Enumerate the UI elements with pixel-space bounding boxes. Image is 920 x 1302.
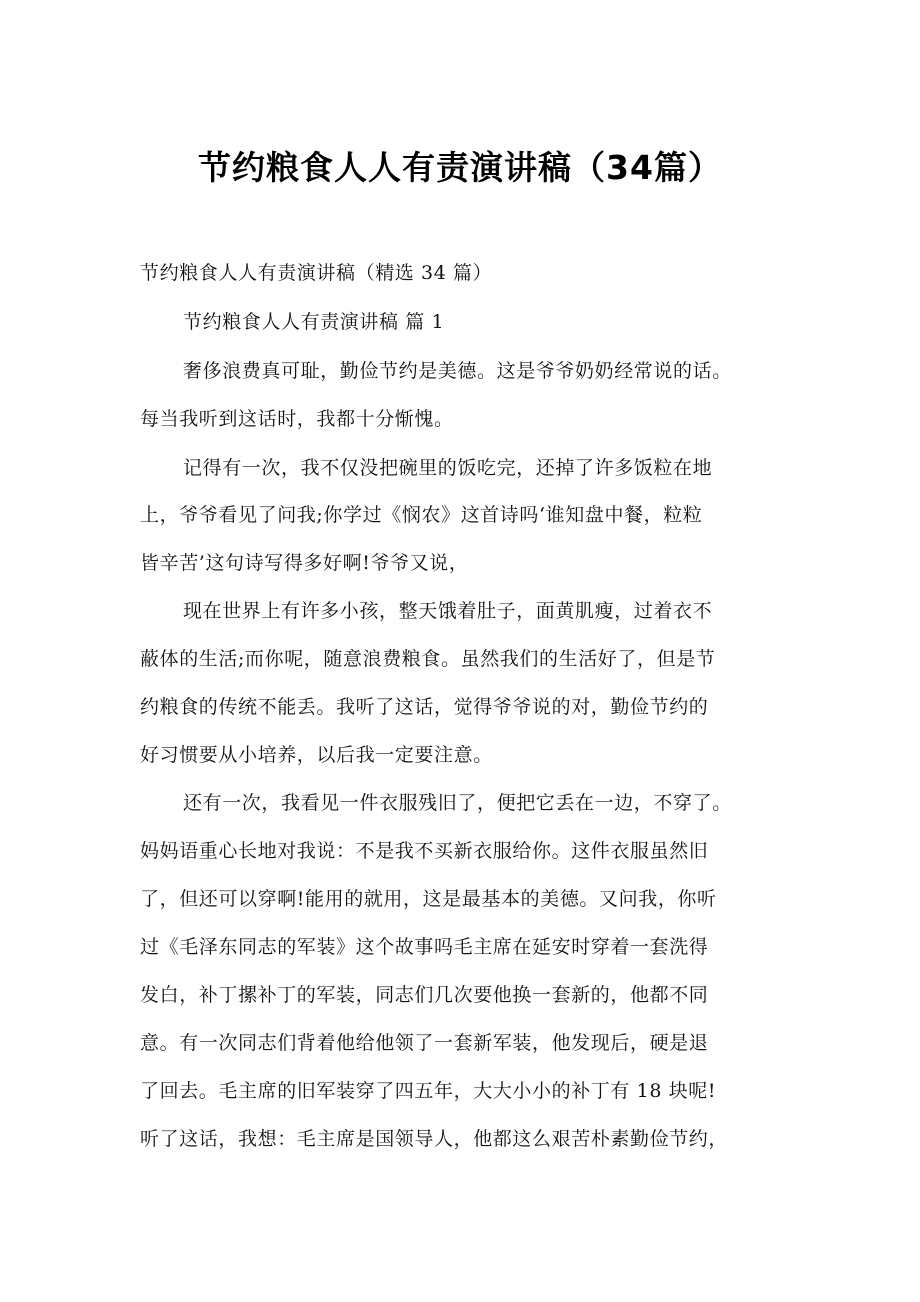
paragraph-line: 了回去。毛主席的旧军装穿了四五年，大大小小的补丁有 18 块呢! xyxy=(140,1080,717,1102)
paragraph-line: 好习惯要从小培养，以后我一定要注意。 xyxy=(140,744,493,766)
paragraph-line: 奢侈浪费真可耻，勤俭节约是美德。这是爷爷奶奶经常说的话。 xyxy=(183,360,732,382)
paragraph-line: 发白，补丁摞补丁的军装，同志们几次要他换一套新的，他都不同 xyxy=(140,984,709,1006)
paragraph-line: 还有一次，我看见一件衣服残旧了，便把它丢在一边，不穿了。 xyxy=(183,792,732,814)
paragraph-line: 现在世界上有许多小孩，整天饿着肚子，面黄肌瘦，过着衣不 xyxy=(183,600,713,622)
paragraph-line: 了，但还可以穿啊!能用的就用，这是最基本的美德。又问我，你听 xyxy=(140,888,717,910)
paragraph-line: 听了这话，我想：毛主席是国领导人，他都这么艰苦朴素勤俭节约， xyxy=(140,1128,729,1150)
paragraph-line: 记得有一次，我不仅没把碗里的饭吃完，还掉了许多饭粒在地 xyxy=(183,457,713,479)
paragraph-line: 过《毛泽东同志的军装》这个故事吗毛主席在延安时穿着一套洗得 xyxy=(140,936,709,958)
paragraph-line: 上，爷爷看见了问我;你学过《悯农》这首诗吗‘谁知盘中餐，粒粒 xyxy=(140,504,703,526)
paragraph-line: 意。有一次同志们背着他给他领了一套新军装，他发现后，硬是退 xyxy=(140,1032,709,1054)
document-title: 节约粮食人人有责演讲稿（34篇） xyxy=(198,148,722,187)
paragraph-line: 约粮食的传统不能丢。我听了这话，觉得爷爷说的对，勤俭节约的 xyxy=(140,696,709,718)
section-heading: 节约粮食人人有责演讲稿 篇 1 xyxy=(183,311,445,333)
paragraph-line: 皆辛苦’这句诗写得多好啊!爷爷又说， xyxy=(140,552,469,574)
paragraph-line: 蔽体的生活;而你呢，随意浪费粮食。虽然我们的生活好了，但是节 xyxy=(140,648,716,670)
subtitle-line: 节约粮食人人有责演讲稿（精选 34 篇） xyxy=(140,262,493,284)
paragraph-line: 妈妈语重心长地对我说：不是我不买新衣服给你。这件衣服虽然旧 xyxy=(140,840,709,862)
paragraph-line: 每当我听到这话时，我都十分惭愧。 xyxy=(140,408,454,430)
